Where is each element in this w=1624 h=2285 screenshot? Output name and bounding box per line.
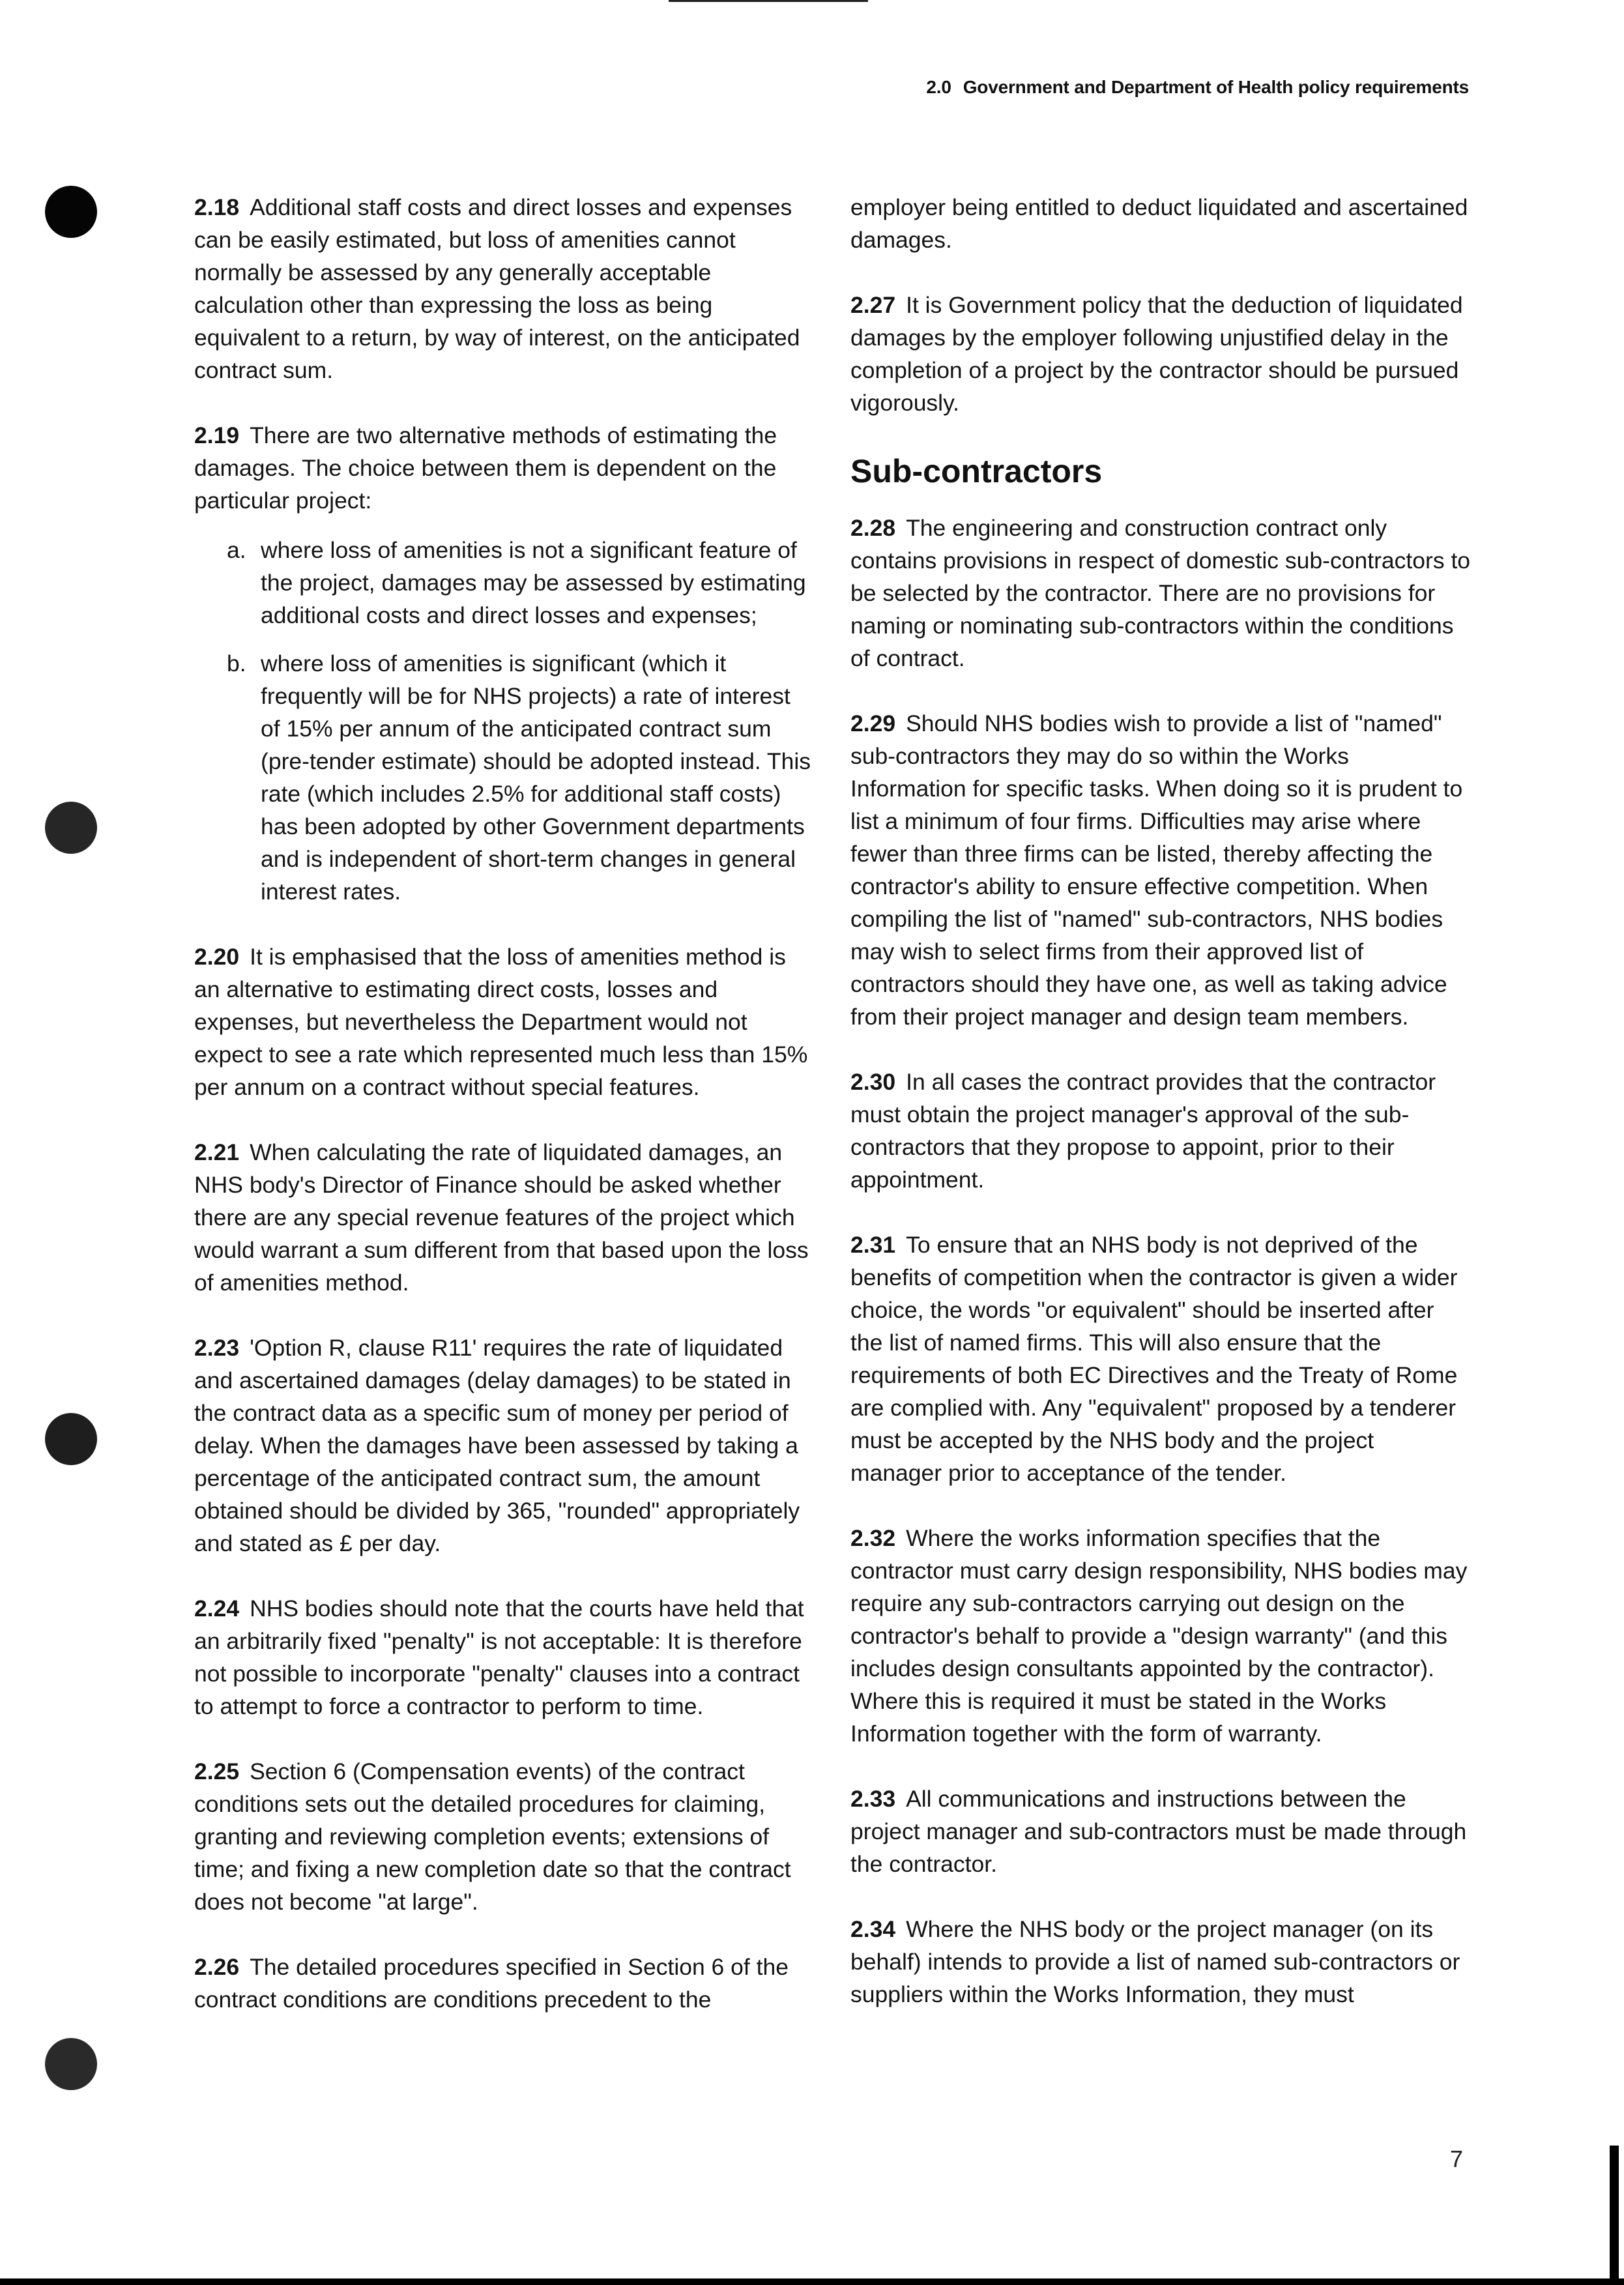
paragraph-2-19 [194,419,815,517]
paragraph-2-19-list [194,534,815,908]
paragraph-text: The detailed procedures specified in Section 6 of the contract conditions are conditions precedent to the [194,1954,789,2013]
paragraph-text: To ensure that an NHS body is not deprived of the benefits of competition when the contractor is given a wider choice, the words "or equivalent" should be inserted after the list of named firms. This will also ensure that the requirements of both EC Directives and the Treaty of Rome are complied with. Any "equivalent" proposed by a tenderer must be accepted by the NHS body and the project manager prior to acceptance of the tender. [850,1232,1458,1486]
paragraph-2-30 [850,1066,1471,1196]
paragraph-2-18 [194,191,815,386]
paragraph-number: 2.26 [194,1954,240,1980]
paragraph-2-25 [194,1755,815,1918]
paragraph-text: Additional staff costs and direct losses and expenses can be easily estimated, but loss of amenities cannot normally be assessed by any generally acceptable calculation other than expressing the loss as being equivalent to a return, by way of interest, on the anticipated contract sum. [194,194,800,383]
paragraph-2-27 [850,289,1471,419]
list-item-text: where loss of amenities is not a significant feature of the project, damages may be assessed by estimating additional costs and direct losses and expenses; [261,537,806,628]
punch-hole [45,1413,97,1465]
paragraph-2-33 [850,1783,1471,1880]
paragraph-2-21 [194,1136,815,1299]
running-header [926,77,1469,98]
punch-hole [45,186,97,238]
paragraph-text: 'Option R, clause R11' requires the rate of liquidated and ascertained damages (delay damages) to be stated in the contract data as a specific sum of money per period of delay. When the damages have been assessed by taking a percentage of the anticipated contract sum, the amount obtained should be divided by 365, "rounded" appropriately and stated as £ per day. [194,1335,800,1556]
paragraph-text: Where the NHS body or the project manager (on its behalf) intends to provide a list of named sub-contractors or suppliers within the Works Information, they must [850,1916,1460,2007]
paragraph-text: In all cases the contract provides that the contractor must obtain the project manager's approval of the sub-contractors that they propose to appoint, prior to their appointment. [850,1069,1436,1193]
punch-hole [45,2038,97,2090]
left-column [194,191,815,2048]
paragraph-text: All communications and instructions between the project manager and sub-contractors must be made through the contractor. [850,1786,1467,1877]
paragraph-2-32 [850,1522,1471,1750]
list-item-text: where loss of amenities is significant (which it frequently will be for NHS projects) a rate of interest of 15% per annum of the anticipated contract sum (pre-tender estimate) should be adopted instead. This rate (which includes 2.5% for additional staff costs) has been adopted by other Government departments and is independent of short-term changes in general interest rates. [261,650,811,905]
paragraph-text: There are two alternative methods of estimating the damages. The choice between them is dependent on the particular project: [194,422,777,514]
paragraph-number: 2.33 [850,1786,896,1812]
paragraph-number: 2.20 [194,944,240,970]
paragraph-2-20 [194,940,815,1103]
paragraph-number: 2.18 [194,194,240,220]
page-number: 7 [1450,2146,1464,2172]
paragraph-2-24 [194,1592,815,1723]
paragraph-number: 2.34 [850,1916,896,1942]
paragraph-text: Section 6 (Compensation events) of the contract conditions sets out the detailed procedures for claiming, granting and reviewing completion events; extensions of time; and fixing a new completion date so that the contract does not become "at large". [194,1758,791,1915]
scan-edge-bottom [0,2278,1624,2285]
paragraph-text: It is emphasised that the loss of amenities method is an alternative to estimating direct costs, losses and expenses, but nevertheless the Department would not expect to see a rate which represented much less than 15% per annum on a contract without special features. [194,944,808,1100]
paragraph-2-28 [850,512,1471,675]
paragraph-number: 2.29 [850,710,896,736]
paragraph-text: NHS bodies should note that the courts have held that an arbitrarily fixed "penalty" is not acceptable: It is therefore not possible to incorporate "penalty" clauses into a contract to attempt to force a contractor to perform to time. [194,1595,804,1719]
paragraph-2-31 [850,1229,1471,1489]
paragraph-number: 2.27 [850,292,896,318]
paragraph-text: It is Government policy that the deduction of liquidated damages by the employer following unjustified delay in the completion of a project by the contractor should be pursued vigorously. [850,292,1463,416]
paragraph-number: 2.30 [850,1069,896,1095]
paragraph-2-34 [850,1913,1471,2011]
right-column [850,191,1471,2043]
paragraph-text: employer being entitled to deduct liquidated and ascertained damages. [850,194,1468,253]
paragraph-2-26-continued [850,191,1471,256]
paragraph-number: 2.28 [850,515,896,541]
section-heading: Sub-contractors [850,453,1103,489]
list-item [194,534,815,632]
paragraph-number: 2.23 [194,1335,240,1361]
scan-edge-right [1610,2146,1619,2285]
list-item [194,647,815,908]
paragraph-text: When calculating the rate of liquidated damages, an NHS body's Director of Finance should be asked whether there are any special revenue features of the project which would warrant a sum different from that based upon the loss of amenities method. [194,1139,809,1296]
paragraph-number: 2.25 [194,1758,240,1784]
paragraph-text: The engineering and construction contract only contains provisions in respect of domestic sub-contractors to be selected by the contractor. There are no provisions for naming or nominating sub-contractors within the conditions of contract. [850,515,1471,671]
top-rule [669,0,868,2]
paragraph-number: 2.19 [194,422,240,448]
paragraph-text: Should NHS bodies wish to provide a list of "named" sub-contractors they may do so within the Works Information for specific tasks. When doing so it is prudent to list a minimum of four firms. Difficulties may arise where fewer than three firms can be listed, thereby affecting the contractor's ability to ensure effective competition. When compiling the list of "named" sub-contractors, NHS bodies may wish to select firms from their approved list of contractors should they have one, as well as taking advice from their project manager and design team members. [850,710,1463,1030]
section-number: 2.0 [926,77,951,97]
section-title: Government and Department of Health policy requirements [963,77,1469,97]
list-marker: a. [227,537,246,563]
paragraph-2-23 [194,1332,815,1560]
paragraph-2-26 [194,1951,815,2016]
paragraph-number: 2.31 [850,1232,896,1258]
paragraph-number: 2.24 [194,1595,240,1622]
list-marker: b. [227,650,246,677]
paragraph-number: 2.32 [850,1525,896,1551]
punch-hole [45,802,97,854]
paragraph-2-29 [850,707,1471,1033]
paragraph-number: 2.21 [194,1139,240,1165]
paragraph-text: Where the works information specifies that the contractor must carry design responsibility, NHS bodies may require any sub-contractors carrying out design on the contractor's behalf to provide a "design warranty" (and this includes design consultants appointed by the contractor). Where this is required it must be stated in the Works Information together with the form of warranty. [850,1525,1468,1747]
